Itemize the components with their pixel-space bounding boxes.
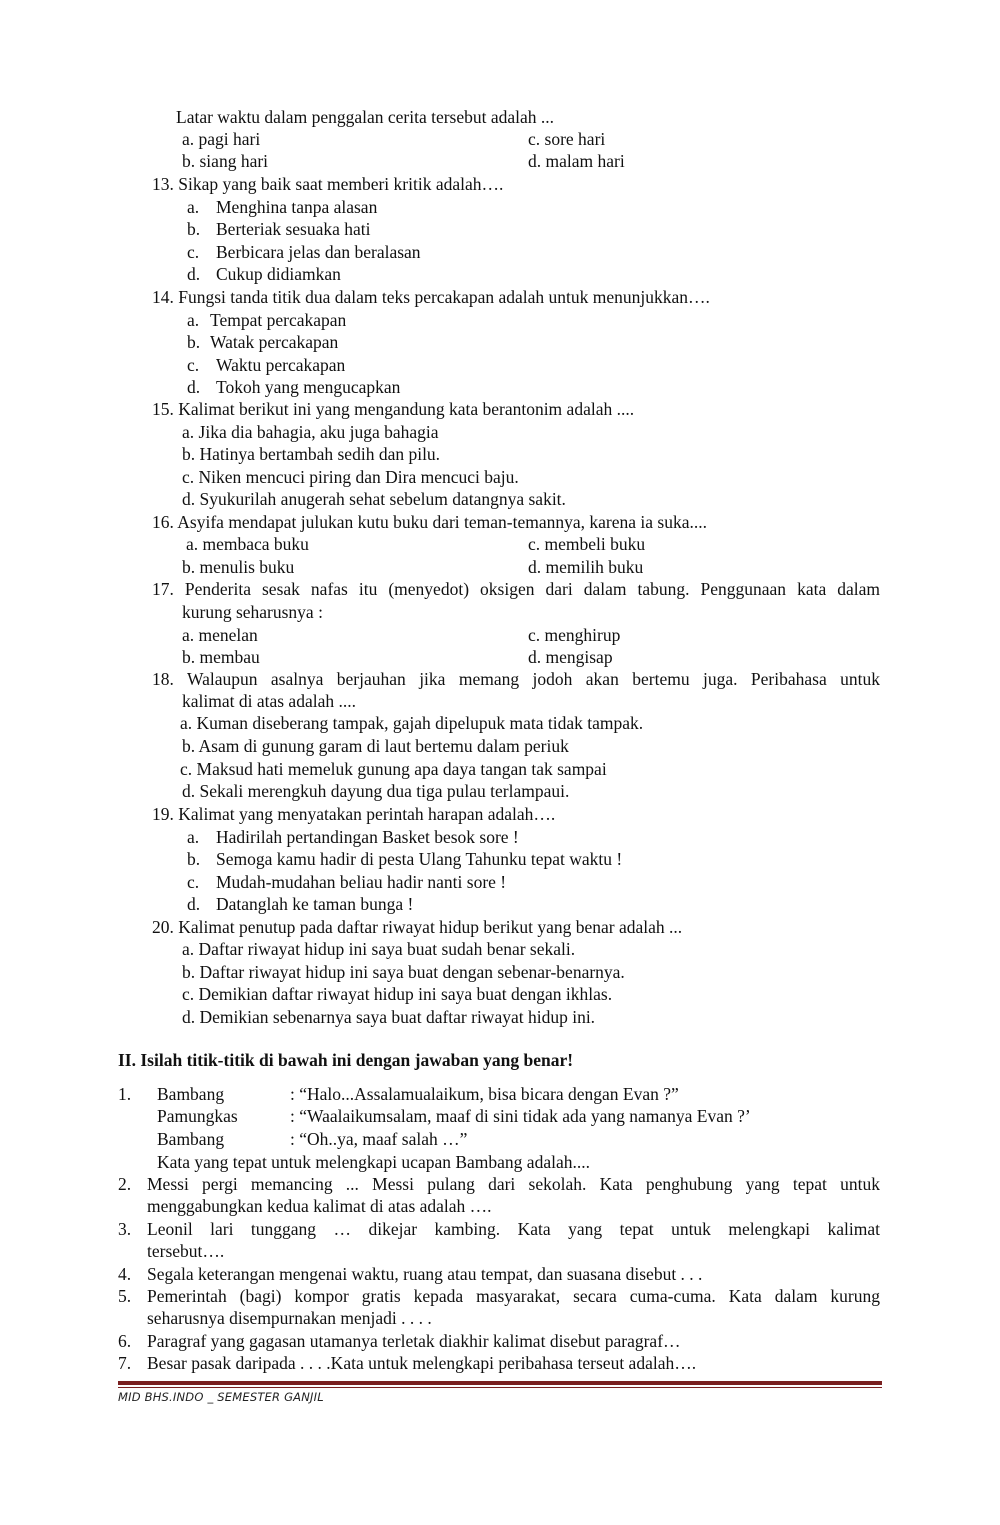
dialog-line: : “Waalaikumsalam, maaf di sini tidak ada yang namanya Evan ?’ bbox=[290, 1106, 751, 1126]
q15-option-d: d. Syukurilah anugerah sehat sebelum datangnya sakit. bbox=[182, 489, 566, 509]
q14-option-text: Watak percakapan bbox=[210, 332, 339, 352]
q13-option-letter: a. bbox=[187, 197, 200, 217]
section-heading: II. Isilah titik-titik di bawah ini dengan jawaban yang benar! bbox=[118, 1050, 574, 1070]
q18-option-b: b. Asam di gunung garam di laut bertemu dalam periuk bbox=[182, 736, 569, 756]
question-13-stem: 13. Sikap yang baik saat memberi kritik adalah…. bbox=[152, 174, 504, 194]
item-number: 4. bbox=[118, 1264, 132, 1284]
item-text: Messi pergi memancing ... Messi pulang dari sekolah. Kata penghubung yang tepat untuk bbox=[147, 1174, 880, 1194]
footer-rule-thin bbox=[118, 1387, 882, 1388]
question-19-stem: 19. Kalimat yang menyatakan perintah harapan adalah…. bbox=[152, 804, 556, 824]
item-text-cont: tersebut…. bbox=[147, 1241, 225, 1261]
item-number: 5. bbox=[118, 1286, 132, 1306]
q17-option-d: d. mengisap bbox=[528, 647, 613, 667]
item-text-cont: menggabungkan kedua kalimat di atas adalah …. bbox=[147, 1196, 492, 1216]
footer-rule bbox=[118, 1381, 882, 1385]
q15-option-a: a. Jika dia bahagia, aku juga bahagia bbox=[182, 422, 439, 442]
q19-option-letter: c. bbox=[187, 872, 200, 892]
q19-option-letter: a. bbox=[187, 827, 200, 847]
option-a: a. pagi hari bbox=[182, 129, 261, 149]
item-number: 3. bbox=[118, 1219, 132, 1239]
q13-option-text: Berteriak sesuaka hati bbox=[216, 219, 371, 239]
question-17-stem-cont: kurung seharusnya : bbox=[182, 602, 323, 622]
dialog-line: : “Halo...Assalamualaikum, bisa bicara dengan Evan ?” bbox=[290, 1084, 679, 1104]
q16-option-a: a. membaca buku bbox=[186, 534, 309, 554]
q14-option-text: Tempat percakapan bbox=[210, 310, 347, 330]
q14-option-letter: b. bbox=[187, 332, 201, 352]
q19-option-text: Hadirilah pertandingan Basket besok sore ! bbox=[216, 827, 519, 847]
q17-option-b: b. membau bbox=[182, 647, 260, 667]
question-17-stem: 17. Penderita sesak nafas itu (menyedot) oksigen dari dalam tabung. Penggunaan kata dalam bbox=[152, 579, 880, 599]
question-20-stem: 20. Kalimat penutup pada daftar riwayat hidup berikut yang benar adalah ... bbox=[152, 917, 683, 937]
question-14-stem: 14. Fungsi tanda titik dua dalam teks percakapan adalah untuk menunjukkan…. bbox=[152, 287, 710, 307]
option-c: c. sore hari bbox=[528, 129, 606, 149]
q15-option-b: b. Hatinya bertambah sedih dan pilu. bbox=[182, 444, 441, 464]
item-text: Segala keterangan mengenai waktu, ruang atau tempat, dan suasana disebut . . . bbox=[147, 1264, 703, 1284]
item-number: 6. bbox=[118, 1331, 132, 1351]
q20-option-d: d. Demikian sebenarnya saya buat daftar riwayat hidup ini. bbox=[182, 1007, 596, 1027]
q14-option-text: Waktu percakapan bbox=[216, 355, 346, 375]
q14-option-letter: d. bbox=[187, 377, 201, 397]
question-stem: Latar waktu dalam penggalan cerita tersebut adalah ... bbox=[176, 107, 555, 127]
dialog-speaker: Bambang bbox=[157, 1129, 225, 1149]
item-text: Besar pasak daripada . . . .Kata untuk melengkapi peribahasa terseut adalah…. bbox=[147, 1353, 697, 1373]
item-text: Pemerintah (bagi) kompor gratis kepada masyarakat, secara cuma-cuma. Kata dalam kurung bbox=[147, 1286, 880, 1306]
q16-option-c: c. membeli buku bbox=[528, 534, 646, 554]
q13-option-text: Cukup didiamkan bbox=[216, 264, 341, 284]
q13-option-text: Berbicara jelas dan beralasan bbox=[216, 242, 421, 262]
question-16-stem: 16. Asyifa mendapat julukan kutu buku dari teman-temannya, karena ia suka.... bbox=[152, 512, 707, 532]
item-number: 1. bbox=[118, 1084, 132, 1104]
q20-option-b: b. Daftar riwayat hidup ini saya buat dengan sebenar-benarnya. bbox=[182, 962, 625, 982]
q14-option-letter: a. bbox=[187, 310, 200, 330]
q20-option-a: a. Daftar riwayat hidup ini saya buat sudah benar sekali. bbox=[182, 939, 576, 959]
q15-option-c: c. Niken mencuci piring dan Dira mencuci baju. bbox=[182, 467, 519, 487]
q18-option-a: a. Kuman diseberang tampak, gajah dipelupuk mata tidak tampak. bbox=[180, 713, 644, 733]
dialog-line: : “Oh..ya, maaf salah …” bbox=[290, 1129, 468, 1149]
q19-option-text: Mudah-mudahan beliau hadir nanti sore ! bbox=[216, 872, 507, 892]
q20-option-c: c. Demikian daftar riwayat hidup ini saya buat dengan ikhlas. bbox=[182, 984, 613, 1004]
q13-option-letter: c. bbox=[187, 242, 200, 262]
q19-option-letter: b. bbox=[187, 849, 201, 869]
q13-option-text: Menghina tanpa alasan bbox=[216, 197, 378, 217]
q18-option-d: d. Sekali merengkuh dayung dua tiga pulau terlampaui. bbox=[182, 781, 570, 801]
q17-option-c: c. menghirup bbox=[528, 625, 621, 645]
q16-option-d: d. memilih buku bbox=[528, 557, 644, 577]
q14-option-letter: c. bbox=[187, 355, 200, 375]
dialog-speaker: Bambang bbox=[157, 1084, 225, 1104]
item-number: 7. bbox=[118, 1353, 132, 1373]
q19-option-text: Datanglah ke taman bunga ! bbox=[216, 894, 414, 914]
dialog-speaker: Pamungkas bbox=[157, 1106, 238, 1126]
page-footer: MID BHS.INDO _ SEMESTER GANJIL bbox=[118, 1390, 324, 1404]
q13-option-letter: d. bbox=[187, 264, 201, 284]
item-text: Leonil lari tunggang … dikejar kambing. Kata yang tepat untuk melengkapi kalimat bbox=[147, 1219, 880, 1239]
question-18-stem-cont: kalimat di atas adalah .... bbox=[182, 691, 356, 711]
q14-option-text: Tokoh yang mengucapkan bbox=[216, 377, 401, 397]
option-b: b. siang hari bbox=[182, 151, 269, 171]
item-text-cont: seharusnya disempurnakan menjadi . . . . bbox=[147, 1308, 432, 1328]
q19-option-letter: d. bbox=[187, 894, 201, 914]
item-text: Paragraf yang gagasan utamanya terletak diakhir kalimat disebut paragraf… bbox=[147, 1331, 681, 1351]
question-18-stem: 18. Walaupun asalnya berjauhan jika memang jodoh akan bertemu juga. Peribahasa untuk bbox=[152, 669, 880, 689]
q13-option-letter: b. bbox=[187, 219, 201, 239]
q16-option-b: b. menulis buku bbox=[182, 557, 295, 577]
item-question: Kata yang tepat untuk melengkapi ucapan Bambang adalah.... bbox=[157, 1152, 590, 1172]
q17-option-a: a. menelan bbox=[182, 625, 258, 645]
option-d: d. malam hari bbox=[528, 151, 625, 171]
question-15-stem: 15. Kalimat berikut ini yang mengandung kata berantonim adalah .... bbox=[152, 399, 635, 419]
q19-option-text: Semoga kamu hadir di pesta Ulang Tahunku tepat waktu ! bbox=[216, 849, 623, 869]
item-number: 2. bbox=[118, 1174, 132, 1194]
q18-option-c: c. Maksud hati memeluk gunung apa daya tangan tak sampai bbox=[180, 759, 607, 779]
